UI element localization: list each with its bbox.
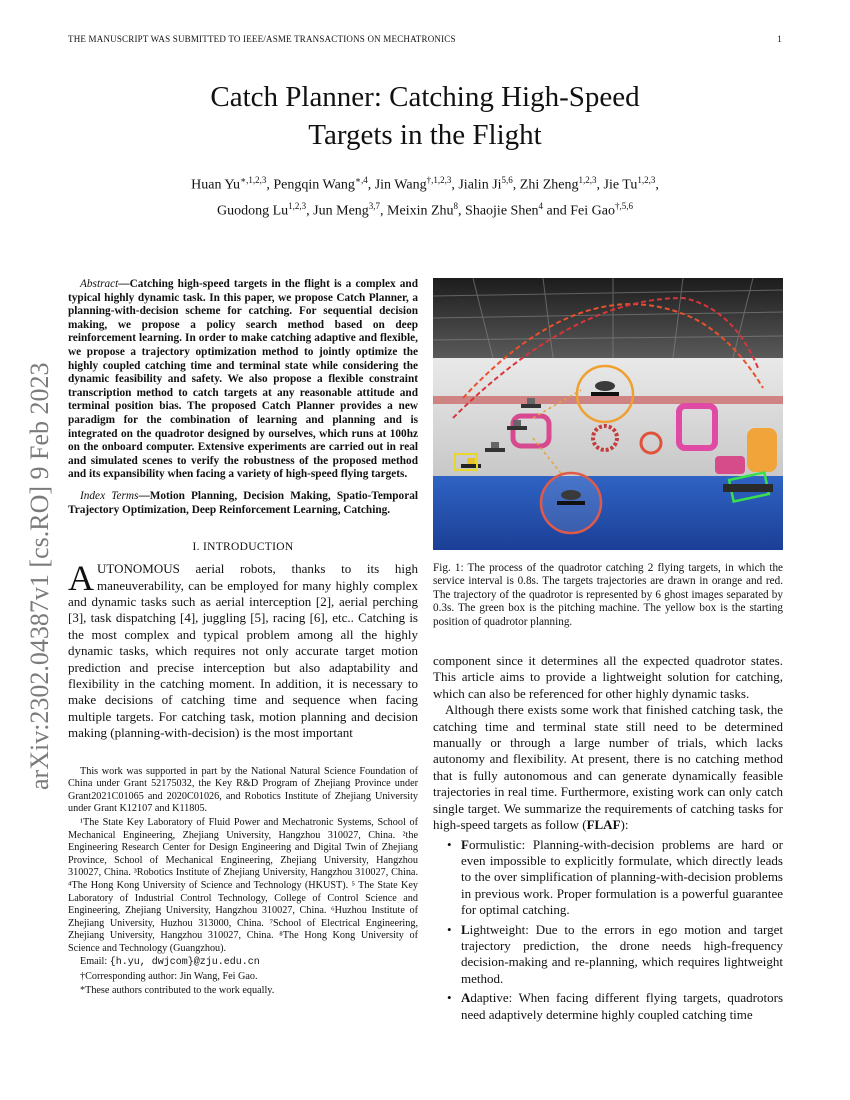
body-paragraph [433, 702, 783, 833]
author-name: Jun Meng [313, 203, 369, 219]
abstract-label: Abstract [80, 278, 119, 290]
requirement-key: F [461, 836, 469, 852]
index-terms [68, 490, 418, 517]
footnotes [68, 766, 418, 998]
author-affil: 5,6 [501, 175, 513, 185]
requirements-list [433, 837, 783, 1023]
author-name: Pengqin Wang [273, 177, 355, 193]
title-line-2: Targets in the Flight [308, 119, 542, 151]
intro-paragraph-text: UTONOMOUS aerial robots, thanks to its high maneuverability, can be employed for many highly complex and dynamic tasks such as aerial interception [2], aerial perching [3], task dispatching [4], juggling [5], racing [6], etc.. Catching is the most complex and typical problem among all the highly dynamic tasks, which requires not only accurate target motion prediction and precise interception but also adaptability and flexibility in the catching moment. In addition, it is necessary to make decisions of catching time and sequence when facing multiple targets. For catching task, motion planning and decision making (planning-with-decision) is the most important [68, 561, 418, 741]
author-affil: 8 [453, 200, 459, 211]
author-affil: ∗,1,2,3 [240, 175, 267, 185]
requirement-text: daptive: When facing different flying targets, quadrotors need adaptively determine highly coupled catching time [461, 990, 783, 1022]
right-column [433, 278, 783, 1023]
corresponding-author-footnote: †Corresponding author: Jin Wang, Fei Gao. [80, 971, 258, 983]
title-line-1: Catch Planner: Catching High-Speed [210, 81, 640, 113]
index-terms-text: —Motion Planning, Decision Making, Spatio-Temporal Trajectory Optimization, Deep Reinforcement Learning, Catching. [68, 489, 419, 516]
author-list [68, 170, 782, 221]
equal-contribution-footnote: *These authors contributed to the work equally. [80, 984, 275, 996]
author-line-1: Huan $Yu^{∗,1,2,3}$, Pengqin Wang$^{∗,4}$, Jin Wang$^{\dagger,1,2,3}$, Jialin Ji$^{5,6}$, Zhi Zheng$^{1,2,3}$, Jie Tu$^{1,2,3}$, [191, 175, 659, 193]
author-affil: †,1,2,3 [426, 175, 452, 185]
intro-paragraph [68, 558, 418, 741]
abstract-text: —Catching high-speed targets in the flight is a complex and typical highly dynamic task. In this paper, we propose Catch Planner, a planning-with-decision scheme for catching. For sequential decision making, we propose a policy search method based on deep reinforcement learning. In order to make catching adaptive and flexible, we propose a trajectory optimization method to jointly optimize the highly coupled catching time and terminal state while considering the dynamic feasibility and safety. We also propose a flexible constraint transcription method to catch targets at any reasonable attitude and terminal position bias. The proposed Catch Planner provides a new paradigm for the combination of learning and planning and is integrated on the quadrotor designed by ourselves, which runs at 100hz on the onboard computer. Extensive experiments are carried out in real and simulated scenes to verify the robustness of the proposed method and its expansibility when facing a variety of high-speed flying targets. [68, 278, 418, 481]
author-name: Jin Wang [374, 177, 427, 193]
email-label: Email: [80, 956, 110, 968]
body-paragraph-tail: ): [620, 817, 629, 833]
flaf-acronym: FLAF [586, 817, 621, 833]
abstract [68, 278, 418, 482]
left-column [68, 278, 418, 998]
requirement-text: ormulistic: Planning-with-decision problems are hard or even impossible to explicitly formulate, which directly leads to the over simplification of planning-with-decision problems in previous work. Proper formulation is a powerful guarantee for optimal catching. [461, 836, 783, 918]
author-affil: ∗,4 [354, 175, 368, 185]
author-name: Huan Yu [191, 177, 240, 193]
author-affil: 3,7 [368, 200, 381, 211]
author-affil: †,5,6 [614, 200, 633, 211]
index-terms-label: Index Terms [80, 489, 139, 502]
list-item [433, 837, 783, 919]
journal-name: THE MANUSCRIPT WAS SUBMITTED TO IEEE/ASME TRANSACTIONS ON MECHATRONICS [68, 34, 456, 44]
requirement-text: ightweight: Due to the errors in ego motion and target trajectory prediction, the drone needs high-frequency decision-making and re-planning, which requires lightweight method. [461, 921, 783, 986]
body-paragraph-text: Although there exists some work that finished catching task, the catching time and terminal state still need to be determined manually or through a large number of trials, which lacks autonomy and flexibility. At present, there is no catching method that is fully autonomous and can generate dynamically feasible trajectories in real time. Furthermore, existing work can only catch single target. We summarize the requirements of catching tasks for high-speed targets as follow ( [433, 702, 783, 833]
list-item [433, 922, 783, 988]
author-affil: 1,2,3 [288, 200, 307, 211]
affiliations-footnote: ¹The State Key Laboratory of Fluid Power and Mechatronic Systems, School of Mechanical Engineering, Zhejiang University, Hangzhou 310027, China. ²the Engineering Research Center for Design Engineering and Digital Twin of Zhejiang Province, School of Mechanical Engineering, Zhejiang University, Hangzhou 310027, China. ³Robotics Institute of Zhejiang University, Hangzhou 310027, China. ⁴The Hong Kong University of Science and Technology (HKUST). ⁵ The State Key Laboratory of Industrial Control Technology, College of Control Science and Engineering, Zhejiang University, Hangzhou 310027, China. ⁶Huzhou Institute of Zhejiang University, Huzhou 313000, China. ⁷School of Electrical Engineering, Zhejiang University, Hangzhou 310027, China. ⁸The Hong Kong University of Science and Technology (Guangzhou). [68, 816, 418, 954]
wall-banner [433, 396, 783, 404]
author-name: Guodong Lu [217, 203, 289, 219]
list-item [433, 990, 783, 1023]
body-paragraph: component since it determines all the expected quadrotor states. This article aims to provide a lightweight solution for catching, which can also be referenced for other highly dynamic tasks. [433, 653, 783, 701]
author-name: Meixin Zhu [387, 203, 454, 219]
funding-footnote: This work was supported in part by the National Natural Science Foundation of China under Grant 52175032, the Key R&D Program of Zhejiang Province under Grant2021C01065 and 2020C01026, and Robotics Institute of Zhejiang University under Grant K12107 and K11805. [68, 765, 418, 815]
catching-scene-illustration [433, 278, 783, 550]
author-affil: 1,2,3 [578, 175, 597, 185]
author-name: Fei Gao [570, 203, 615, 219]
figure-1-caption: Fig. 1: The process of the quadrotor catching 2 flying targets, in which the service interval is 0.8s. The targets trajectories are drawn in orange and red. The trajectory of the quadrotor is represented by 6 ghost images separated by 0.3s. The green box is the pitching machine. The yellow box is the starting position of quadrotor planning. [433, 562, 783, 628]
figure-1-photo [433, 278, 783, 550]
page-number: 1 [777, 34, 782, 44]
paper-title [68, 78, 782, 154]
drop-cap: A [68, 558, 94, 599]
author-line-2: Guodong Lu$^{1,2,3}$, Jun Meng$^{3,7}$, Meixin Zhu$^8$, Shaojie Shen$^4$ and Fei Gao$^{\dagger,5,6}$ [217, 200, 633, 219]
pitching-machine-table [723, 484, 773, 492]
author-affil: 1,2,3 [637, 175, 656, 185]
requirement-key: L [461, 921, 470, 937]
arxiv-identifier: arXiv:2302.04387v1 [cs.RO] 9 Feb 2023 [25, 362, 54, 790]
author-name: Jie Tu [603, 177, 638, 193]
author-name: Shaojie Shen [465, 203, 539, 219]
requirement-key: A [461, 990, 471, 1006]
email-address[interactable]: {h.yu, dwjcom}@zju.edu.cn [109, 957, 260, 969]
author-name: Zhi Zheng [519, 177, 579, 193]
author-name: Jialin Ji [458, 177, 502, 193]
right-column-text [433, 653, 783, 1023]
section-heading-introduction: I. INTRODUCTION [192, 541, 294, 554]
email-footnote [68, 956, 418, 970]
running-header [68, 34, 782, 44]
author-affil: 4 [538, 200, 544, 211]
